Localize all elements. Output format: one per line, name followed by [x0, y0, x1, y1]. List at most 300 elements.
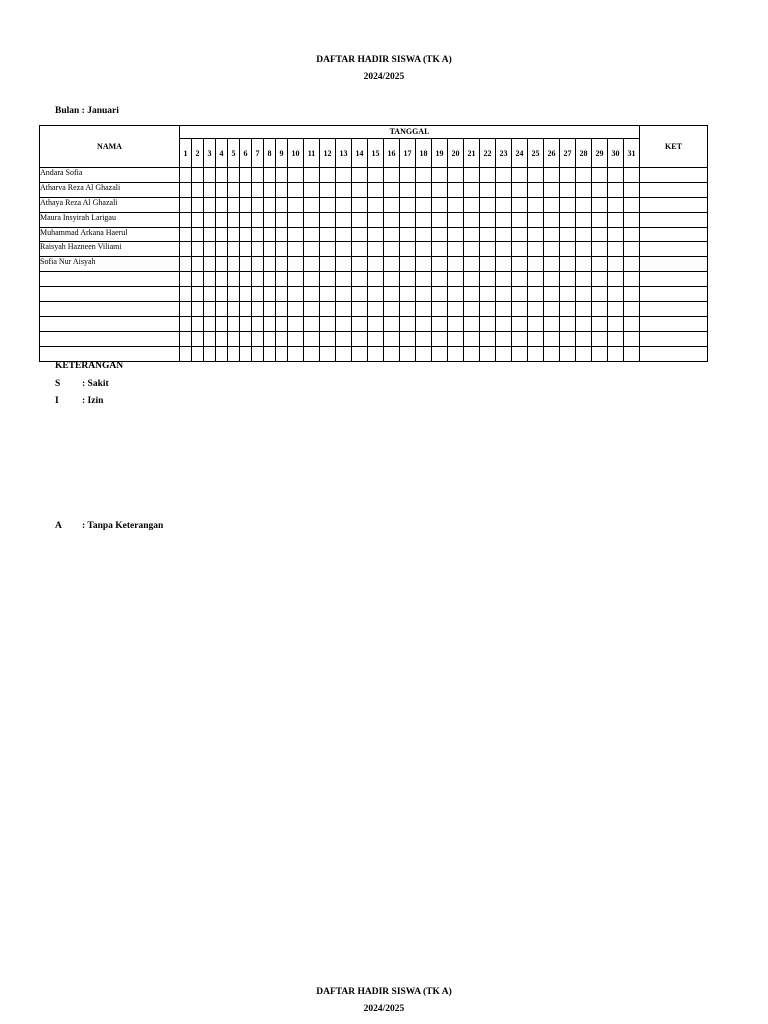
attendance-cell: [304, 302, 320, 317]
attendance-cell: [544, 168, 560, 183]
attendance-cell: [204, 168, 216, 183]
attendance-cell: [432, 346, 448, 361]
attendance-cell: [592, 168, 608, 183]
attendance-cell: [288, 346, 304, 361]
attendance-cell: [304, 242, 320, 257]
attendance-cell: [592, 242, 608, 257]
attendance-cell: [180, 331, 192, 346]
day-header: 10: [288, 139, 304, 168]
attendance-cell: [216, 168, 228, 183]
day-header: 25: [528, 139, 544, 168]
attendance-cell: [320, 287, 336, 302]
attendance-cell: [416, 168, 432, 183]
ket-cell: [640, 346, 708, 361]
attendance-cell: [496, 242, 512, 257]
attendance-cell: [576, 242, 592, 257]
attendance-cell: [216, 287, 228, 302]
attendance-cell: [368, 257, 384, 272]
attendance-cell: [400, 331, 416, 346]
attendance-cell: [320, 302, 336, 317]
attendance-cell: [496, 302, 512, 317]
attendance-cell: [400, 302, 416, 317]
attendance-cell: [560, 257, 576, 272]
attendance-cell: [180, 302, 192, 317]
legend-item-tanpa-keterangan: [55, 521, 163, 531]
attendance-cell: [180, 257, 192, 272]
legend-text: : Sakit: [82, 379, 109, 389]
attendance-cell: [496, 287, 512, 302]
attendance-cell: [448, 316, 464, 331]
ket-cell: [640, 168, 708, 183]
day-header: 1: [180, 139, 192, 168]
attendance-cell: [560, 302, 576, 317]
attendance-cell: [336, 227, 352, 242]
attendance-cell: [320, 227, 336, 242]
day-header: 12: [320, 139, 336, 168]
attendance-cell: [216, 331, 228, 346]
attendance-cell: [448, 331, 464, 346]
attendance-cell: [204, 212, 216, 227]
attendance-cell: [480, 272, 496, 287]
student-name: Sofia Nur Aisyah: [40, 257, 180, 272]
attendance-cell: [448, 257, 464, 272]
attendance-cell: [352, 316, 368, 331]
attendance-cell: [204, 316, 216, 331]
ket-cell: [640, 302, 708, 317]
attendance-cell: [528, 331, 544, 346]
attendance-cell: [320, 168, 336, 183]
attendance-cell: [384, 316, 400, 331]
attendance-cell: [216, 316, 228, 331]
attendance-cell: [288, 302, 304, 317]
attendance-cell: [560, 242, 576, 257]
attendance-cell: [228, 242, 240, 257]
attendance-cell: [368, 316, 384, 331]
attendance-cell: [544, 316, 560, 331]
attendance-cell: [416, 346, 432, 361]
attendance-cell: [204, 287, 216, 302]
attendance-cell: [228, 197, 240, 212]
attendance-cell: [608, 287, 624, 302]
attendance-cell: [352, 346, 368, 361]
table-row: [40, 197, 708, 212]
attendance-cell: [240, 242, 252, 257]
attendance-cell: [544, 257, 560, 272]
attendance-cell: [228, 272, 240, 287]
attendance-cell: [624, 212, 640, 227]
attendance-cell: [320, 212, 336, 227]
legend-title: KETERANGAN: [55, 361, 124, 371]
ket-cell: [640, 212, 708, 227]
attendance-cell: [624, 316, 640, 331]
attendance-cell: [264, 182, 276, 197]
attendance-cell: [288, 227, 304, 242]
attendance-cell: [204, 257, 216, 272]
attendance-cell: [480, 346, 496, 361]
attendance-cell: [528, 316, 544, 331]
attendance-cell: [192, 302, 204, 317]
attendance-cell: [264, 227, 276, 242]
attendance-cell: [512, 227, 528, 242]
student-name: Maura Insyirah Larigau: [40, 212, 180, 227]
attendance-cell: [592, 197, 608, 212]
attendance-cell: [608, 272, 624, 287]
attendance-cell: [240, 302, 252, 317]
attendance-cell: [608, 168, 624, 183]
attendance-cell: [228, 257, 240, 272]
attendance-cell: [264, 346, 276, 361]
attendance-cell: [276, 302, 288, 317]
attendance-cell: [416, 242, 432, 257]
attendance-cell: [592, 212, 608, 227]
attendance-cell: [480, 212, 496, 227]
attendance-cell: [464, 331, 480, 346]
attendance-cell: [576, 346, 592, 361]
attendance-cell: [180, 212, 192, 227]
ket-cell: [640, 242, 708, 257]
attendance-cell: [528, 242, 544, 257]
month-label: Bulan: [55, 106, 80, 116]
attendance-cell: [592, 257, 608, 272]
attendance-cell: [560, 316, 576, 331]
attendance-cell: [400, 212, 416, 227]
student-name: Raisyah Hazneen Viliami: [40, 242, 180, 257]
attendance-cell: [384, 302, 400, 317]
attendance-cell: [608, 212, 624, 227]
attendance-cell: [576, 272, 592, 287]
attendance-cell: [512, 242, 528, 257]
attendance-cell: [512, 272, 528, 287]
attendance-cell: [416, 287, 432, 302]
attendance-cell: [400, 227, 416, 242]
month-line: [55, 106, 119, 116]
attendance-cell: [624, 227, 640, 242]
student-name: Athaya Reza Al Ghazali: [40, 197, 180, 212]
attendance-cell: [336, 197, 352, 212]
attendance-cell: [496, 331, 512, 346]
attendance-cell: [264, 168, 276, 183]
attendance-cell: [336, 242, 352, 257]
day-header: 4: [216, 139, 228, 168]
day-header: 16: [384, 139, 400, 168]
attendance-cell: [400, 346, 416, 361]
attendance-cell: [448, 212, 464, 227]
attendance-cell: [204, 242, 216, 257]
attendance-cell: [352, 182, 368, 197]
attendance-cell: [336, 287, 352, 302]
attendance-cell: [448, 227, 464, 242]
ket-cell: [640, 331, 708, 346]
attendance-cell: [528, 227, 544, 242]
attendance-cell: [240, 346, 252, 361]
attendance-cell: [240, 197, 252, 212]
attendance-cell: [608, 316, 624, 331]
attendance-cell: [432, 197, 448, 212]
attendance-cell: [304, 316, 320, 331]
day-header: 22: [480, 139, 496, 168]
attendance-cell: [384, 257, 400, 272]
attendance-cell: [528, 197, 544, 212]
attendance-cell: [528, 257, 544, 272]
attendance-cell: [576, 168, 592, 183]
attendance-cell: [288, 168, 304, 183]
attendance-cell: [180, 227, 192, 242]
attendance-cell: [216, 257, 228, 272]
attendance-cell: [480, 242, 496, 257]
table-row: [40, 242, 708, 257]
attendance-cell: [368, 331, 384, 346]
attendance-cell: [264, 302, 276, 317]
attendance-cell: [560, 287, 576, 302]
attendance-cell: [384, 242, 400, 257]
attendance-cell: [592, 272, 608, 287]
attendance-cell: [560, 227, 576, 242]
legend-code: A: [55, 521, 62, 531]
attendance-cell: [252, 287, 264, 302]
attendance-cell: [416, 212, 432, 227]
attendance-cell: [400, 272, 416, 287]
attendance-cell: [416, 197, 432, 212]
attendance-cell: [464, 168, 480, 183]
attendance-cell: [608, 257, 624, 272]
attendance-cell: [216, 346, 228, 361]
attendance-cell: [576, 182, 592, 197]
attendance-cell: [252, 272, 264, 287]
attendance-cell: [432, 212, 448, 227]
ket-column-header: KET: [640, 126, 708, 168]
attendance-cell: [180, 316, 192, 331]
attendance-cell: [496, 212, 512, 227]
attendance-cell: [336, 168, 352, 183]
attendance-cell: [320, 197, 336, 212]
attendance-cell: [496, 182, 512, 197]
ket-cell: [640, 182, 708, 197]
attendance-cell: [464, 227, 480, 242]
attendance-cell: [192, 346, 204, 361]
attendance-cell: [512, 287, 528, 302]
attendance-cell: [416, 182, 432, 197]
attendance-cell: [264, 197, 276, 212]
attendance-cell: [252, 227, 264, 242]
attendance-cell: [240, 272, 252, 287]
attendance-cell: [480, 257, 496, 272]
attendance-cell: [228, 331, 240, 346]
attendance-cell: [592, 331, 608, 346]
attendance-cell: [464, 212, 480, 227]
attendance-cell: [336, 331, 352, 346]
attendance-cell: [528, 182, 544, 197]
attendance-cell: [180, 242, 192, 257]
attendance-cell: [264, 257, 276, 272]
attendance-cell: [608, 242, 624, 257]
attendance-cell: [496, 227, 512, 242]
attendance-cell: [400, 257, 416, 272]
attendance-cell: [368, 302, 384, 317]
attendance-cell: [624, 168, 640, 183]
attendance-cell: [608, 227, 624, 242]
attendance-cell: [448, 302, 464, 317]
day-header: 30: [608, 139, 624, 168]
attendance-cell: [204, 182, 216, 197]
attendance-cell: [528, 346, 544, 361]
attendance-cell: [480, 331, 496, 346]
table-row: [40, 316, 708, 331]
attendance-cell: [276, 257, 288, 272]
attendance-cell: [180, 182, 192, 197]
attendance-cell: [228, 182, 240, 197]
attendance-cell: [352, 227, 368, 242]
attendance-cell: [252, 168, 264, 183]
attendance-cell: [480, 227, 496, 242]
attendance-cell: [576, 197, 592, 212]
attendance-cell: [276, 316, 288, 331]
attendance-cell: [228, 316, 240, 331]
attendance-cell: [180, 272, 192, 287]
attendance-cell: [192, 287, 204, 302]
attendance-cell: [544, 272, 560, 287]
attendance-cell: [276, 168, 288, 183]
attendance-cell: [252, 242, 264, 257]
attendance-cell: [464, 272, 480, 287]
attendance-cell: [576, 287, 592, 302]
legend-item-izin: [55, 396, 103, 406]
attendance-cell: [384, 182, 400, 197]
table-row: [40, 272, 708, 287]
attendance-cell: [192, 212, 204, 227]
attendance-cell: [432, 257, 448, 272]
attendance-cell: [352, 212, 368, 227]
attendance-cell: [384, 346, 400, 361]
day-header: 9: [276, 139, 288, 168]
attendance-cell: [192, 182, 204, 197]
attendance-cell: [624, 182, 640, 197]
day-header: 11: [304, 139, 320, 168]
attendance-cell: [560, 346, 576, 361]
day-header: 14: [352, 139, 368, 168]
attendance-cell: [320, 257, 336, 272]
attendance-cell: [180, 346, 192, 361]
date-column-header: TANGGAL: [180, 126, 640, 139]
attendance-cell: [240, 287, 252, 302]
attendance-cell: [480, 287, 496, 302]
attendance-cell: [240, 316, 252, 331]
attendance-cell: [608, 182, 624, 197]
attendance-cell: [264, 212, 276, 227]
attendance-cell: [464, 302, 480, 317]
attendance-cell: [384, 168, 400, 183]
ket-cell: [640, 197, 708, 212]
attendance-cell: [560, 272, 576, 287]
attendance-cell: [264, 331, 276, 346]
attendance-cell: [528, 168, 544, 183]
attendance-cell: [544, 346, 560, 361]
day-header: 17: [400, 139, 416, 168]
attendance-cell: [336, 302, 352, 317]
attendance-cell: [368, 346, 384, 361]
attendance-cell: [304, 197, 320, 212]
ket-cell: [640, 257, 708, 272]
attendance-cell: [512, 346, 528, 361]
student-name: Atharva Reza Al Ghazali: [40, 182, 180, 197]
attendance-cell: [608, 346, 624, 361]
attendance-cell: [192, 227, 204, 242]
attendance-cell: [592, 316, 608, 331]
attendance-cell: [264, 242, 276, 257]
attendance-cell: [368, 227, 384, 242]
attendance-cell: [352, 331, 368, 346]
attendance-cell: [252, 331, 264, 346]
attendance-cell: [624, 272, 640, 287]
attendance-cell: [368, 242, 384, 257]
attendance-cell: [368, 182, 384, 197]
attendance-cell: [336, 272, 352, 287]
attendance-cell: [416, 316, 432, 331]
school-year: 2024/2025: [363, 72, 405, 82]
attendance-cell: [544, 287, 560, 302]
attendance-cell: [252, 182, 264, 197]
attendance-cell: [368, 272, 384, 287]
attendance-table: [39, 125, 708, 362]
attendance-cell: [180, 197, 192, 212]
attendance-cell: [464, 316, 480, 331]
attendance-cell: [240, 257, 252, 272]
attendance-cell: [384, 212, 400, 227]
attendance-cell: [496, 168, 512, 183]
attendance-cell: [204, 272, 216, 287]
attendance-cell: [240, 227, 252, 242]
table-row: [40, 287, 708, 302]
footer-year: 2024/2025: [363, 1004, 405, 1014]
attendance-cell: [368, 287, 384, 302]
attendance-cell: [624, 257, 640, 272]
attendance-cell: [288, 331, 304, 346]
day-header: 15: [368, 139, 384, 168]
attendance-cell: [400, 182, 416, 197]
attendance-cell: [228, 168, 240, 183]
attendance-cell: [432, 272, 448, 287]
attendance-cell: [432, 331, 448, 346]
attendance-cell: [528, 272, 544, 287]
attendance-cell: [448, 168, 464, 183]
attendance-cell: [352, 272, 368, 287]
attendance-cell: [512, 212, 528, 227]
attendance-cell: [480, 302, 496, 317]
attendance-cell: [216, 272, 228, 287]
day-header: 19: [432, 139, 448, 168]
attendance-cell: [560, 168, 576, 183]
attendance-cell: [576, 257, 592, 272]
attendance-cell: [528, 212, 544, 227]
table-row: [40, 302, 708, 317]
attendance-cell: [320, 242, 336, 257]
attendance-cell: [416, 302, 432, 317]
attendance-cell: [204, 302, 216, 317]
attendance-cell: [304, 346, 320, 361]
day-header: 8: [264, 139, 276, 168]
day-header: 28: [576, 139, 592, 168]
attendance-cell: [496, 346, 512, 361]
attendance-cell: [512, 182, 528, 197]
student-name: [40, 272, 180, 287]
legend-text: : Izin: [82, 396, 104, 406]
month-value: : Januari: [81, 106, 119, 116]
attendance-cell: [228, 346, 240, 361]
day-header: 18: [416, 139, 432, 168]
attendance-cell: [240, 168, 252, 183]
day-header: 24: [512, 139, 528, 168]
table-row: [40, 331, 708, 346]
attendance-cell: [448, 346, 464, 361]
